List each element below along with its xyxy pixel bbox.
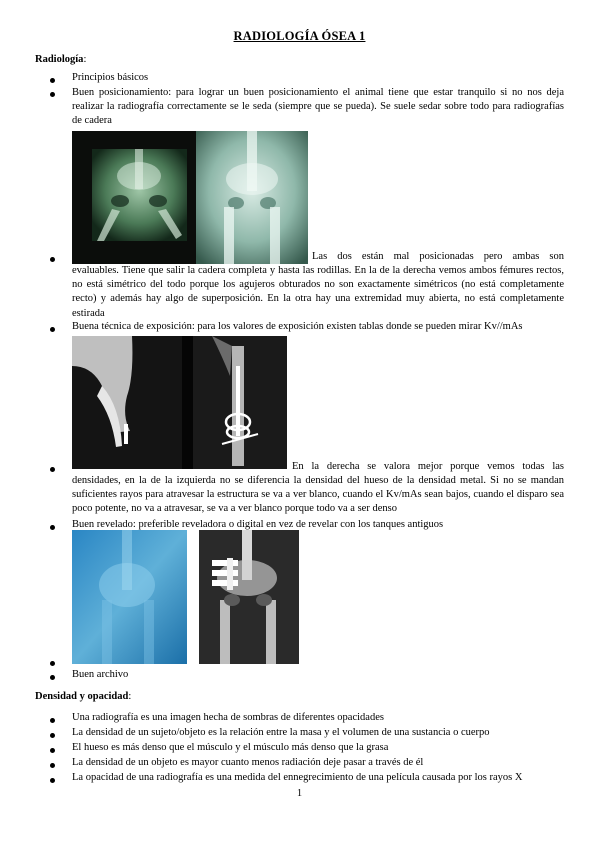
section-heading-radiologia (35, 53, 86, 66)
bullet-icon (50, 78, 55, 83)
bullet-icon (50, 327, 55, 332)
list-item-posicionamiento: Buen posicionamiento: para lograr un buen posicionamiento el animal tiene que estar tranquilo si no nos deja realizar la radiografía correctamente se le seda (siempre que se pueda). Se suele sedar sobre todo para radiografías de cadera (72, 87, 564, 127)
bullet-icon (50, 763, 55, 768)
page-number: 1 (296, 788, 303, 799)
bullet-icon (50, 525, 55, 530)
list-item-derecha-valora-cont: densidades, en la de la izquierda no se diferencia la densidad del hueso de la densidad metal. Si no se mandan suficientes rayos para atravesar la estructura se va a ver blanco, cuando el Kv/mAs sean bajos, cuando el disparo sea poco potente, no va a atravesar, se va a ver blanco porque todo va a ser denso (72, 475, 564, 515)
bullet-icon (50, 748, 55, 753)
bullet-icon (50, 675, 55, 680)
page-title: RADIOLOGÍA ÓSEA 1 (233, 29, 366, 43)
bullet-icon (50, 778, 55, 783)
list-item-principios: Principios básicos (72, 72, 149, 83)
list-item-densidad-4: La densidad de un objeto es mayor cuanto menos radiación deje pasar a través de él (72, 757, 424, 768)
list-item-densidad-2: La densidad de un sujeto/objeto es la relación entre la masa y el volumen de una sustancia o cuerpo (72, 727, 490, 738)
section-heading-suffix: : (128, 691, 132, 702)
bullet-icon (50, 92, 55, 97)
list-item-densidad-3: El hueso es más denso que el músculo y el músculo más denso que la grasa (72, 742, 389, 753)
section-heading-text: Densidad y opacidad (35, 691, 129, 702)
bullet-icon (50, 661, 55, 666)
bullet-icon (50, 257, 55, 262)
section-heading-suffix: : (83, 54, 87, 65)
list-item-mal-posicionadas-cont: evaluables. Tiene que salir la cadera completa y hasta las rodillas. En la de la derecha vemos ambos fémures rectos, no está simétrico del todo porque los agujeros obturados no son exactamente simétricos (no está completamente recto) y además hay algo de superposición. En la otra hay una extremidad muy abierta, no está completamente estirada (72, 265, 564, 319)
list-item-derecha-valora: En la derecha se valora mejor porque vemos todas las (292, 461, 564, 472)
list-item-archivo: Buen archivo (72, 669, 129, 680)
list-item-mal-posicionadas: Las dos están mal posicionadas pero ambas son (312, 251, 564, 262)
list-item-revelado: Buen revelado: preferible reveladora o digital en vez de revelar con los tanques antiguos (72, 519, 444, 530)
hip-radiographs-image (72, 131, 308, 264)
section-heading-densidad (35, 690, 131, 703)
bullet-icon (50, 467, 55, 472)
list-item-densidad-1: Una radiografía es una imagen hecha de sombras de diferentes opacidades (72, 712, 384, 723)
list-item-exposicion: Buena técnica de exposición: para los valores de exposición existen tablas donde se pueden mirar Kv//mAs (72, 321, 523, 332)
fracture-radiographs-image (72, 336, 287, 469)
bullet-icon (50, 733, 55, 738)
section-heading-text: Radiología (35, 54, 84, 65)
bullet-icon (50, 718, 55, 723)
list-item-densidad-5: La opacidad de una radiografía es una medida del ennegrecimiento de una película causada por los rayos X (72, 772, 523, 783)
development-radiographs-image (72, 530, 299, 664)
